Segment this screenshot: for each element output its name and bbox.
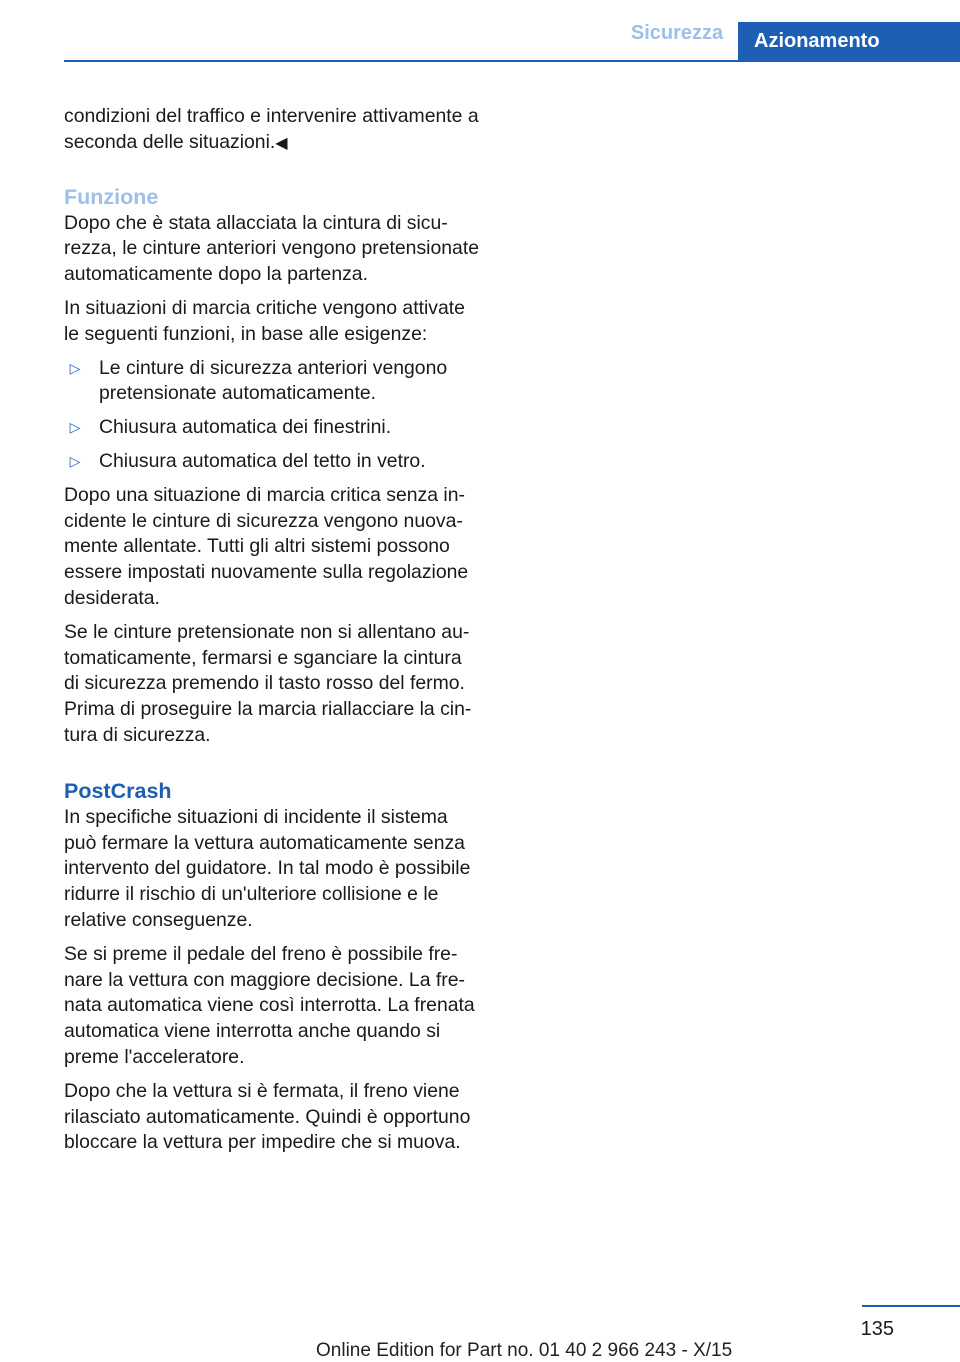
list-item-text: Chiusura automatica del tetto in vetro. xyxy=(99,449,426,472)
intro-text: condizioni del traffico e intervenire attivamente a seconda delle situazioni. xyxy=(64,105,479,153)
heading-funzione: Funzione xyxy=(64,184,159,209)
page-number: 135 xyxy=(860,1318,894,1340)
funzione-paragraph-1: Dopo che è stata allacciata la cintura di sicurezza, le cinture anteriori vengono pretensionate automaticamente dopo la partenza. xyxy=(64,211,479,286)
postcrash-paragraph-1: In specifiche situazioni di incidente il sistema può fermare la vettura automaticamente senza intervento del guidatore. In tal modo è possibile ridurre il rischio di un'ulteriore collisione e le relative conseguenze. xyxy=(64,805,471,931)
funzione-paragraph-3: Dopo una situazione di marcia critica senza incidente le cinture di sicurezza vengono nuovamente allentate. Tutti gli altri sistemi possono essere impostati nuovamente sulla regolazione desiderata. xyxy=(64,483,469,609)
page-header xyxy=(0,0,960,62)
intro-paragraph xyxy=(64,104,480,157)
list-item xyxy=(64,449,480,475)
end-mark-icon: ◀ xyxy=(275,134,288,152)
funzione-paragraph-4: Se le cinture pretensionate non si allentano automaticamente, fermarsi e sganciare la cintura di sicurezza premendo il tasto rosso del fermo. Prima di proseguire la marcia riallacciare la cintura di sicurezza. xyxy=(64,620,472,746)
heading-postcrash: PostCrash xyxy=(64,778,172,803)
section-tab[interactable]: Sicurezza xyxy=(630,22,724,44)
chapter-tab[interactable]: Azionamento xyxy=(738,22,960,60)
bullet-triangle-icon: ▷ xyxy=(69,359,81,376)
postcrash-paragraph-2: Se si preme il pedale del freno è possibile frenare la vettura con maggiore decisione. La frenata automatica viene così interrotta. La frenata automatica viene interrotta anche quando si preme l'acceleratore. xyxy=(64,942,475,1068)
funzione-paragraph-2: In situazioni di marcia critiche vengono attivate le seguenti funzioni, in base alle esigenze: xyxy=(64,296,465,345)
list-item xyxy=(64,415,480,441)
list-item xyxy=(64,356,480,408)
main-content xyxy=(64,104,480,1164)
list-item-text: Chiusura automatica dei finestrini. xyxy=(99,416,392,439)
header-rule xyxy=(64,60,960,62)
bullet-triangle-icon: ▷ xyxy=(69,452,81,469)
bullet-triangle-icon: ▷ xyxy=(69,419,81,436)
list-item-text: Le cinture di sicurezza anteriori vengono pretensionate automaticamente. xyxy=(99,356,448,405)
bullet-list xyxy=(64,356,480,475)
edition-footer: Online Edition for Part no. 01 40 2 966 243 - X/15 xyxy=(316,1340,733,1361)
footer-rule xyxy=(862,1305,960,1307)
postcrash-paragraph-3: Dopo che la vettura si è fermata, il freno viene rilasciato automaticamente. Quindi è opportuno bloccare la vettura per impedire che si muova. xyxy=(64,1079,471,1154)
